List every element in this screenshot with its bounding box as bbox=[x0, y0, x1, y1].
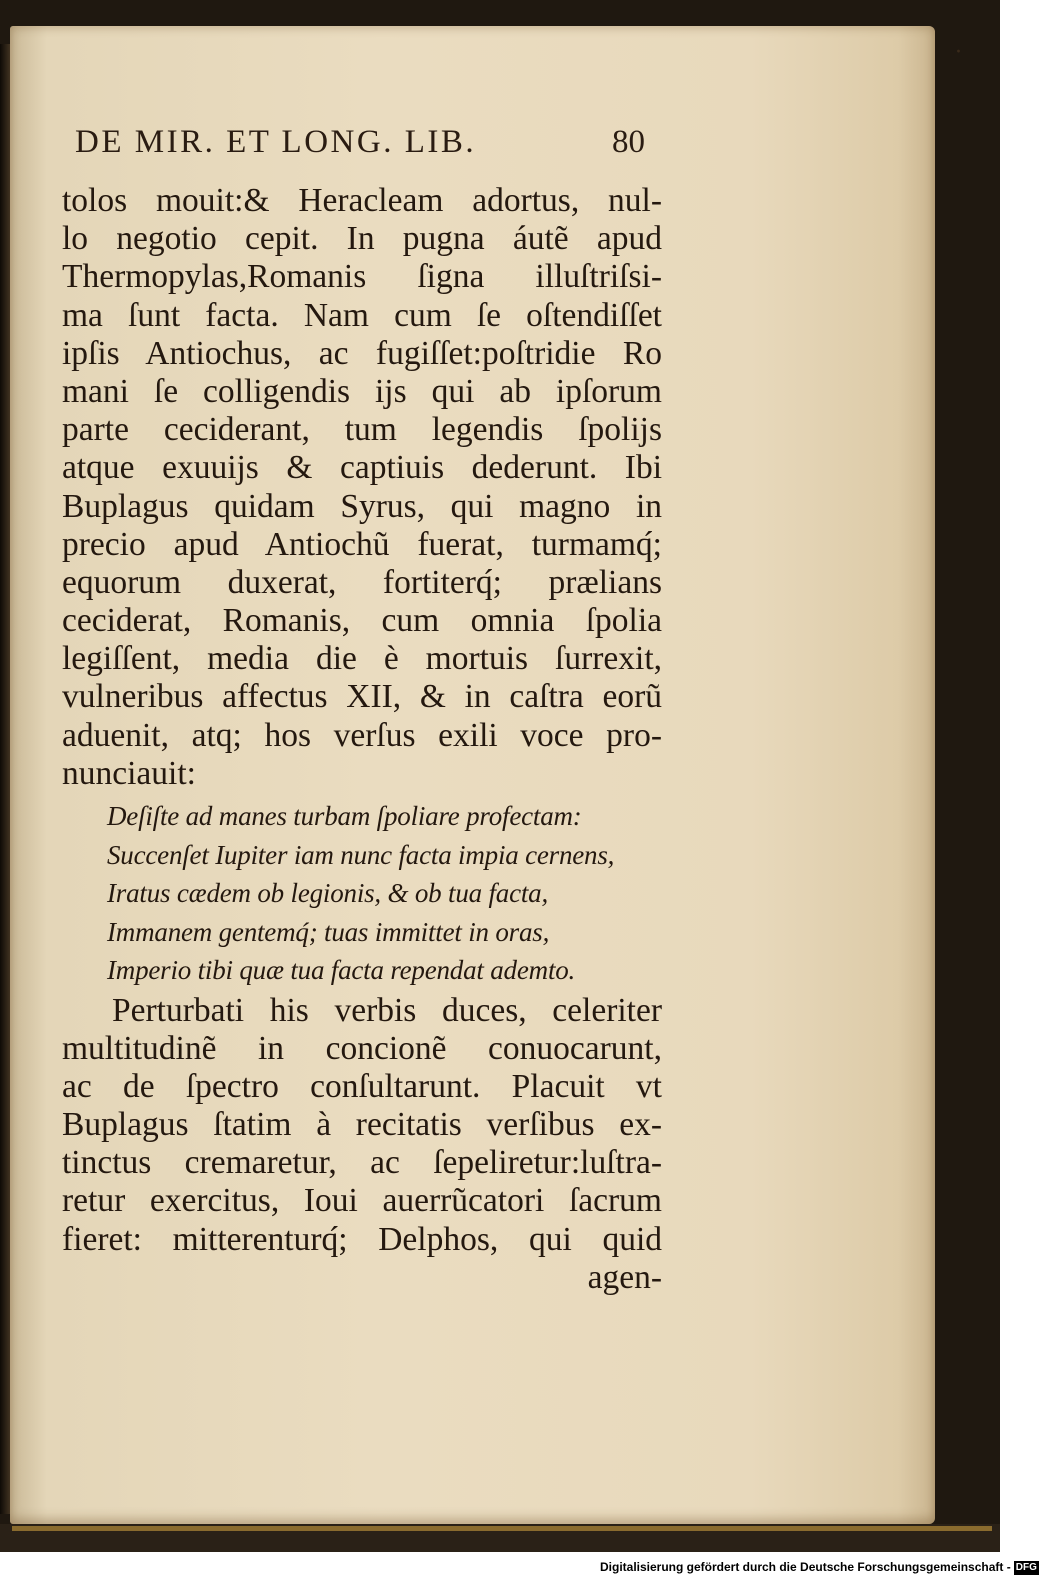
text-line: tolos mouit:& Heracleam adortus, nul- bbox=[62, 182, 662, 219]
running-title: DE MIR. ET LONG. LIB. bbox=[75, 124, 477, 160]
verse-block bbox=[62, 797, 662, 990]
page-bottom-edge bbox=[0, 1524, 1000, 1552]
text-line: multitudinẽ in concionẽ conuocarunt, bbox=[62, 1029, 662, 1067]
paragraph bbox=[62, 992, 662, 1298]
text-line: ipſis Antiochus, ac fugiſſet:poſtridie Ro bbox=[62, 334, 662, 372]
text-line: mani ſe colligendis ijs qui ab ipſorum bbox=[62, 372, 662, 410]
dfg-logo: DFG bbox=[1015, 1561, 1037, 1573]
page-corner-mark: · bbox=[955, 40, 962, 65]
text-line: lo negotio cepit. In pugna áutẽ apud bbox=[62, 220, 662, 258]
text-line: atque exuuijs & captiuis dederunt. Ibi bbox=[62, 449, 662, 487]
text-line: equorum duxerat, fortiterq́; prælians bbox=[62, 563, 662, 601]
verse-line: Immanem gentemq́; tuas immittet in oras, bbox=[107, 916, 550, 947]
gilt-edge bbox=[12, 1526, 992, 1531]
text-line: Perturbati his verbis duces, celeriter bbox=[112, 991, 662, 1029]
digitization-credit bbox=[600, 1558, 1039, 1576]
text-line: ceciderat, Romanis, cum omnia ſpolia bbox=[62, 602, 662, 640]
credit-text: Digitalisierung gefördert durch die Deutsche Forschungsgemeinschaft - bbox=[600, 1560, 1011, 1574]
verse-line: Imperio tibi quæ tua facta rependat ademto. bbox=[107, 955, 576, 985]
text-line: parte ceciderant, tum legendis ſpolijs bbox=[62, 411, 662, 449]
text-line: aduenit, atq; hos verſus exili voce pro- bbox=[62, 716, 662, 754]
verse-line: Deſiſte ad manes turbam ſpoliare profectam: bbox=[107, 801, 582, 831]
text-line: fieret: mitterenturq́; Delphos, qui quid bbox=[62, 1220, 662, 1258]
text-line: precio apud Antiochũ fuerat, turmamq́; bbox=[62, 525, 662, 563]
text-line: tinctus cremaretur, ac ſepeliretur:luſtra- bbox=[62, 1144, 662, 1182]
verse-line: Iratus cædem ob legionis, & ob tua facta, bbox=[107, 878, 549, 908]
text-line: Thermopylas,Romanis ſigna illuſtriſsi- bbox=[62, 258, 662, 296]
text-line: nunciauit: bbox=[62, 754, 196, 792]
verse-line: Succenſet Iupiter iam nunc facta impia cernens, bbox=[107, 839, 615, 870]
text-line: ac de ſpectro conſultarunt. Placuit vt bbox=[62, 1067, 662, 1105]
catchword: agen- bbox=[587, 1258, 662, 1296]
main-text bbox=[62, 182, 662, 1297]
text-line: ma ſunt facta. Nam cum ſe oſtendiſſet bbox=[62, 296, 662, 334]
text-line: legiſſent, media die è mortuis ſurrexit, bbox=[62, 640, 662, 678]
text-line: Buplagus quidam Syrus, qui magno in bbox=[62, 487, 662, 525]
text-line: retur exercitus, Ioui auerrũcatori ſacrum bbox=[62, 1182, 662, 1220]
text-line: vulneribus affectus XII, & in caſtra eorũ bbox=[62, 678, 662, 716]
running-header bbox=[75, 124, 645, 174]
folio-number: 80 bbox=[612, 124, 645, 160]
text-line: Buplagus ſtatim à recitatis verſibus ex- bbox=[62, 1106, 662, 1144]
